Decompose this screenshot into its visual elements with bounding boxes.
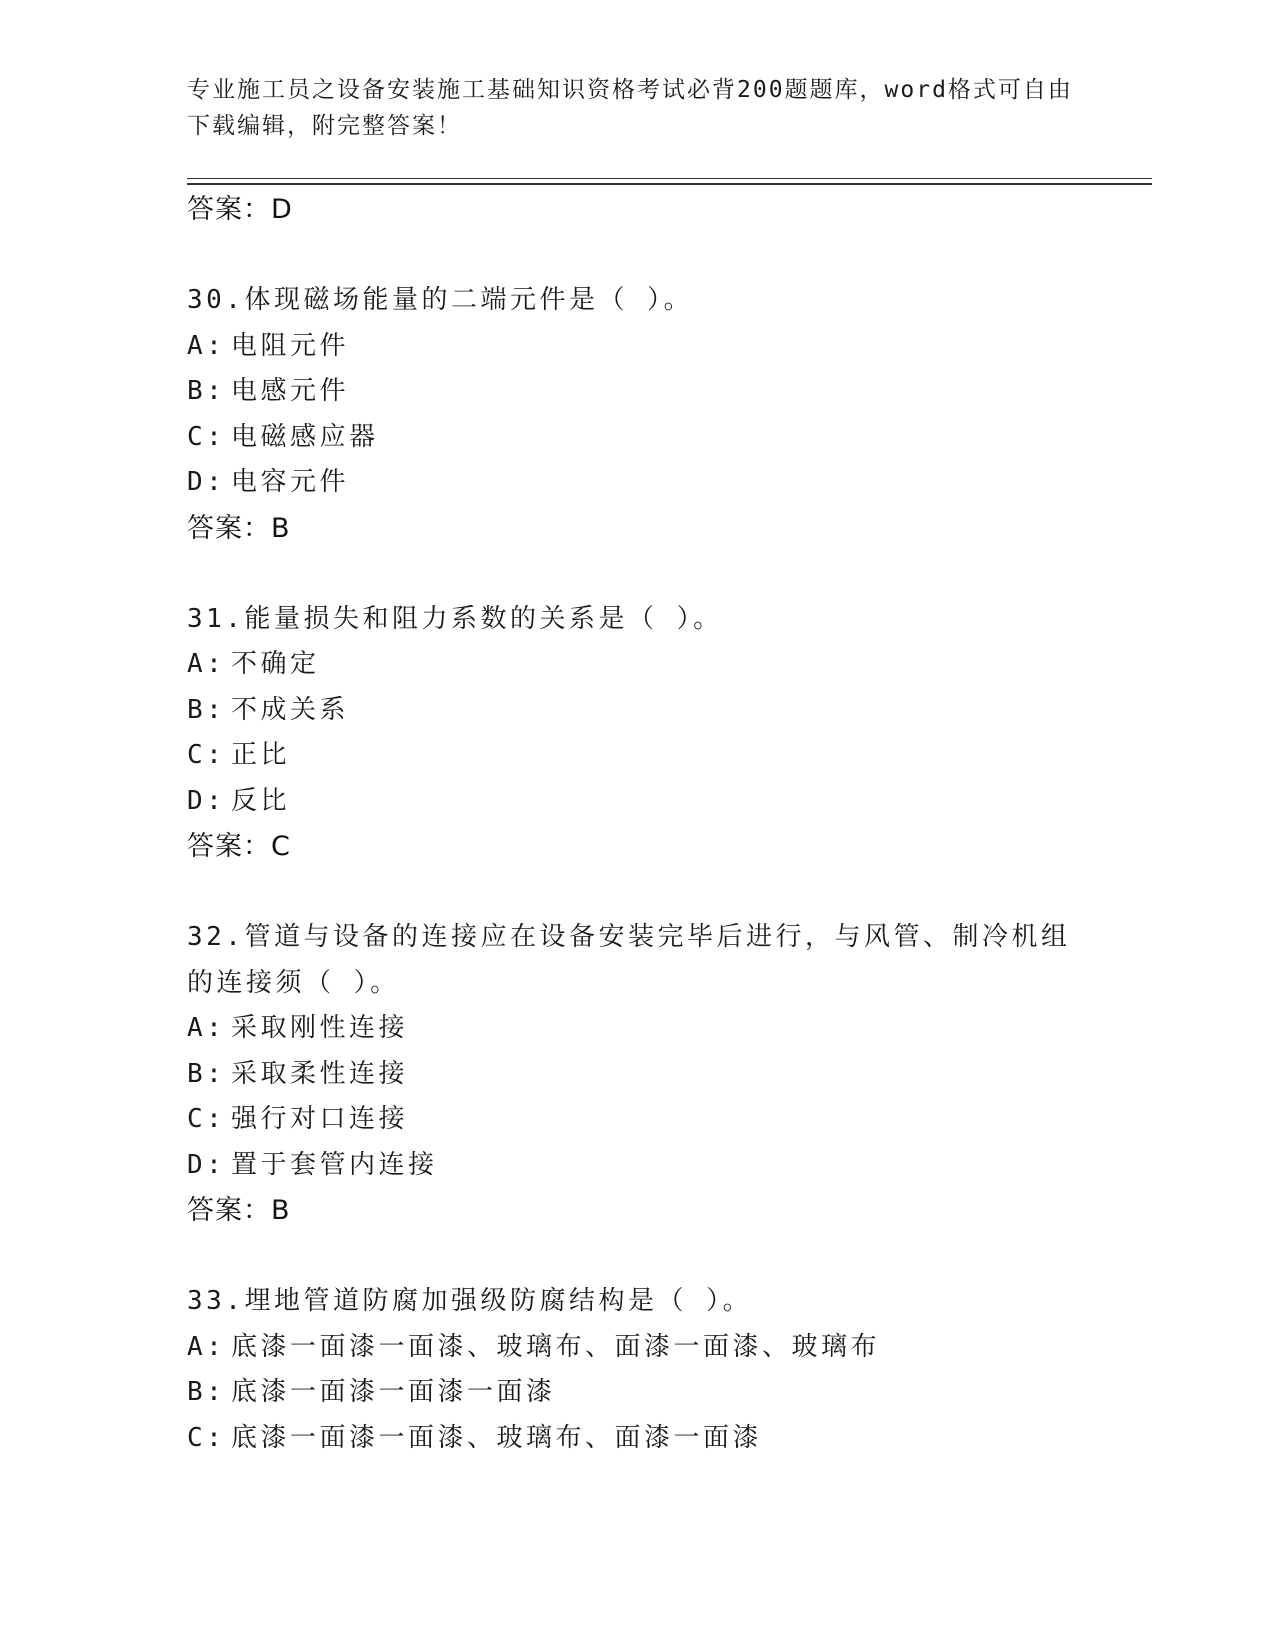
option-c <box>187 1097 1087 1143</box>
option-key: B: <box>187 376 226 406</box>
question-block <box>187 597 1087 870</box>
question-text: 30.体现磁场能量的二端元件是（ ）。 <box>187 285 694 315</box>
question-block <box>187 1279 1087 1461</box>
option-key: C: <box>187 1422 226 1453</box>
option-c <box>187 733 1087 779</box>
option-key: D: <box>187 785 226 816</box>
answer-line: 答案：D <box>187 194 293 225</box>
option-text: 底漆一面漆一面漆一面漆 <box>231 1377 556 1407</box>
option-key: C: <box>187 740 226 770</box>
option-b <box>187 1052 1087 1098</box>
option-key: C: <box>187 421 226 452</box>
option-text: 底漆一面漆一面漆、玻璃布、面漆一面漆 <box>231 1422 763 1453</box>
document-header <box>187 72 1087 144</box>
question-block <box>187 915 1087 1233</box>
option-key: B: <box>187 1058 226 1089</box>
option-text: 采取柔性连接 <box>231 1058 409 1089</box>
answer-line: 答案：B <box>187 512 291 544</box>
option-text: 采取刚性连接 <box>231 1013 409 1043</box>
option-text: 电感元件 <box>231 376 350 406</box>
option-key: A: <box>187 330 226 361</box>
answer-line: 答案：B <box>187 1195 291 1226</box>
option-key: A: <box>187 1013 226 1043</box>
option-text: 电阻元件 <box>231 330 350 361</box>
option-c <box>187 415 1087 461</box>
option-b <box>187 369 1087 415</box>
option-key: D: <box>187 1149 226 1180</box>
option-text: 不成关系 <box>231 694 350 725</box>
question-text: 32.管道与设备的连接应在设备安装完毕后进行，与风管、制冷机组的连接须（ ）。 <box>187 922 1071 998</box>
option-text: 正比 <box>231 740 291 770</box>
option-text: 不确定 <box>231 649 320 679</box>
option-a <box>187 1006 1087 1052</box>
header-title: 专业施工员之设备安装施工基础知识资格考试必背200题题库，word格式可自由下载编辑，附完整答案！ <box>187 77 1073 139</box>
option-d <box>187 1143 1087 1189</box>
option-text: 强行对口连接 <box>231 1104 409 1134</box>
option-key: B: <box>187 1377 226 1407</box>
question-block <box>187 278 1087 551</box>
header-divider-thin <box>187 178 1152 179</box>
option-c <box>187 1416 1087 1462</box>
question-list <box>187 187 1087 1461</box>
question-text: 31.能量损失和阻力系数的关系是（ ）。 <box>187 603 723 634</box>
option-key: C: <box>187 1104 226 1134</box>
header-divider-thick <box>187 183 1152 185</box>
option-text: 电磁感应器 <box>231 421 379 452</box>
option-text: 电容元件 <box>231 467 350 497</box>
option-key: D: <box>187 467 226 497</box>
option-a <box>187 1325 1087 1371</box>
option-key: B: <box>187 694 226 725</box>
option-d <box>187 779 1087 825</box>
answer-line: 答案：C <box>187 831 291 862</box>
option-b <box>187 688 1087 734</box>
option-a <box>187 642 1087 688</box>
option-text: 置于套管内连接 <box>231 1149 438 1180</box>
option-key: A: <box>187 649 226 679</box>
option-b <box>187 1370 1087 1416</box>
option-key: A: <box>187 1331 226 1362</box>
option-text: 反比 <box>231 785 291 816</box>
option-a <box>187 324 1087 370</box>
question-text: 33.埋地管道防腐加强级防腐结构是（ ）。 <box>187 1286 753 1316</box>
option-text: 底漆一面漆一面漆、玻璃布、面漆一面漆、玻璃布 <box>231 1331 881 1362</box>
option-d <box>187 460 1087 506</box>
